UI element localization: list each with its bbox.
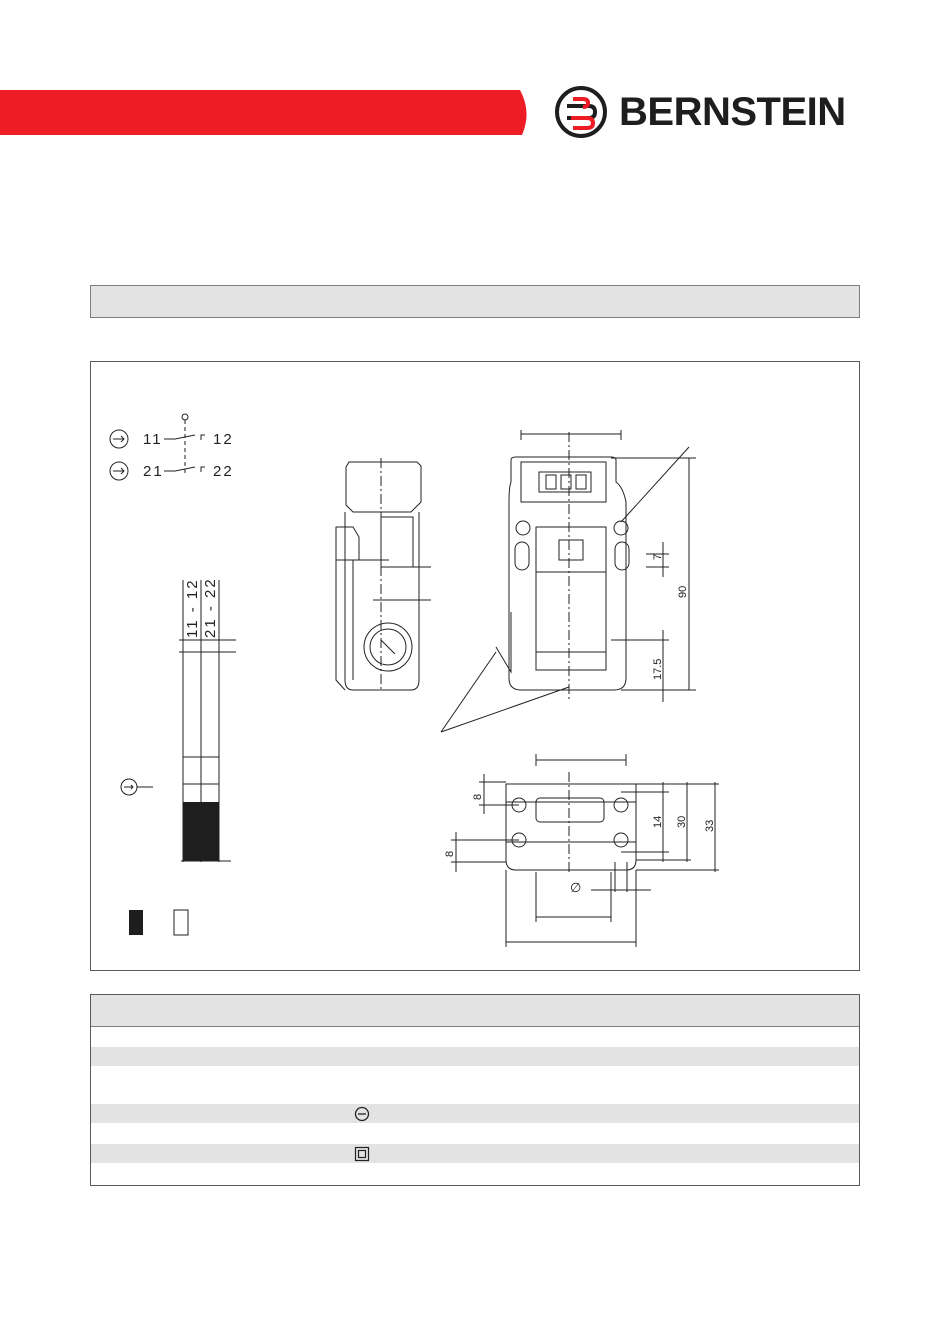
diagram-col2-label: 21 - 22 [202,577,219,638]
top-view [451,754,719,947]
dim-14: 14 [652,815,664,828]
header-red-band [0,90,520,135]
side-view [336,458,431,692]
table-header [91,995,859,1027]
table-row [91,1047,859,1066]
technical-drawing [91,362,859,970]
table-row [91,1104,859,1123]
dim-30: 30 [676,815,688,828]
table-row [91,1163,859,1182]
dim-7: 7 [652,553,664,560]
dim-33: 33 [704,819,716,832]
contact-22-label: 22 [213,463,234,480]
bernstein-logo [553,86,863,138]
legend-open-swatch [174,910,188,935]
contact-21-label: 21 [143,463,164,480]
table-row [91,1066,859,1104]
technical-drawing-frame [90,361,860,971]
title-bar [90,285,860,318]
spec-table [90,994,860,1186]
front-view [441,430,696,732]
header-band-curve [500,90,540,135]
dim-17-5: 17.5 [652,658,664,680]
dim-90: 90 [677,585,689,598]
table-row [91,1028,859,1047]
table-row [91,1123,859,1142]
bernstein-logo-icon [553,86,611,138]
dim-8-bottom: 8 [444,850,456,857]
contact-11-label: 11 [143,431,163,448]
dim-diameter: ∅ [570,880,582,895]
positive-opening-icon [354,1106,370,1122]
dim-8-top: 8 [472,793,484,800]
table-row [91,1144,859,1163]
contact-12-label: 12 [213,431,234,448]
diagram-col1-label: 11 - 12 [184,578,201,638]
double-insulation-icon [354,1146,370,1162]
brand-name: BERNSTEIN [619,90,846,134]
legend-closed-swatch [129,910,143,935]
